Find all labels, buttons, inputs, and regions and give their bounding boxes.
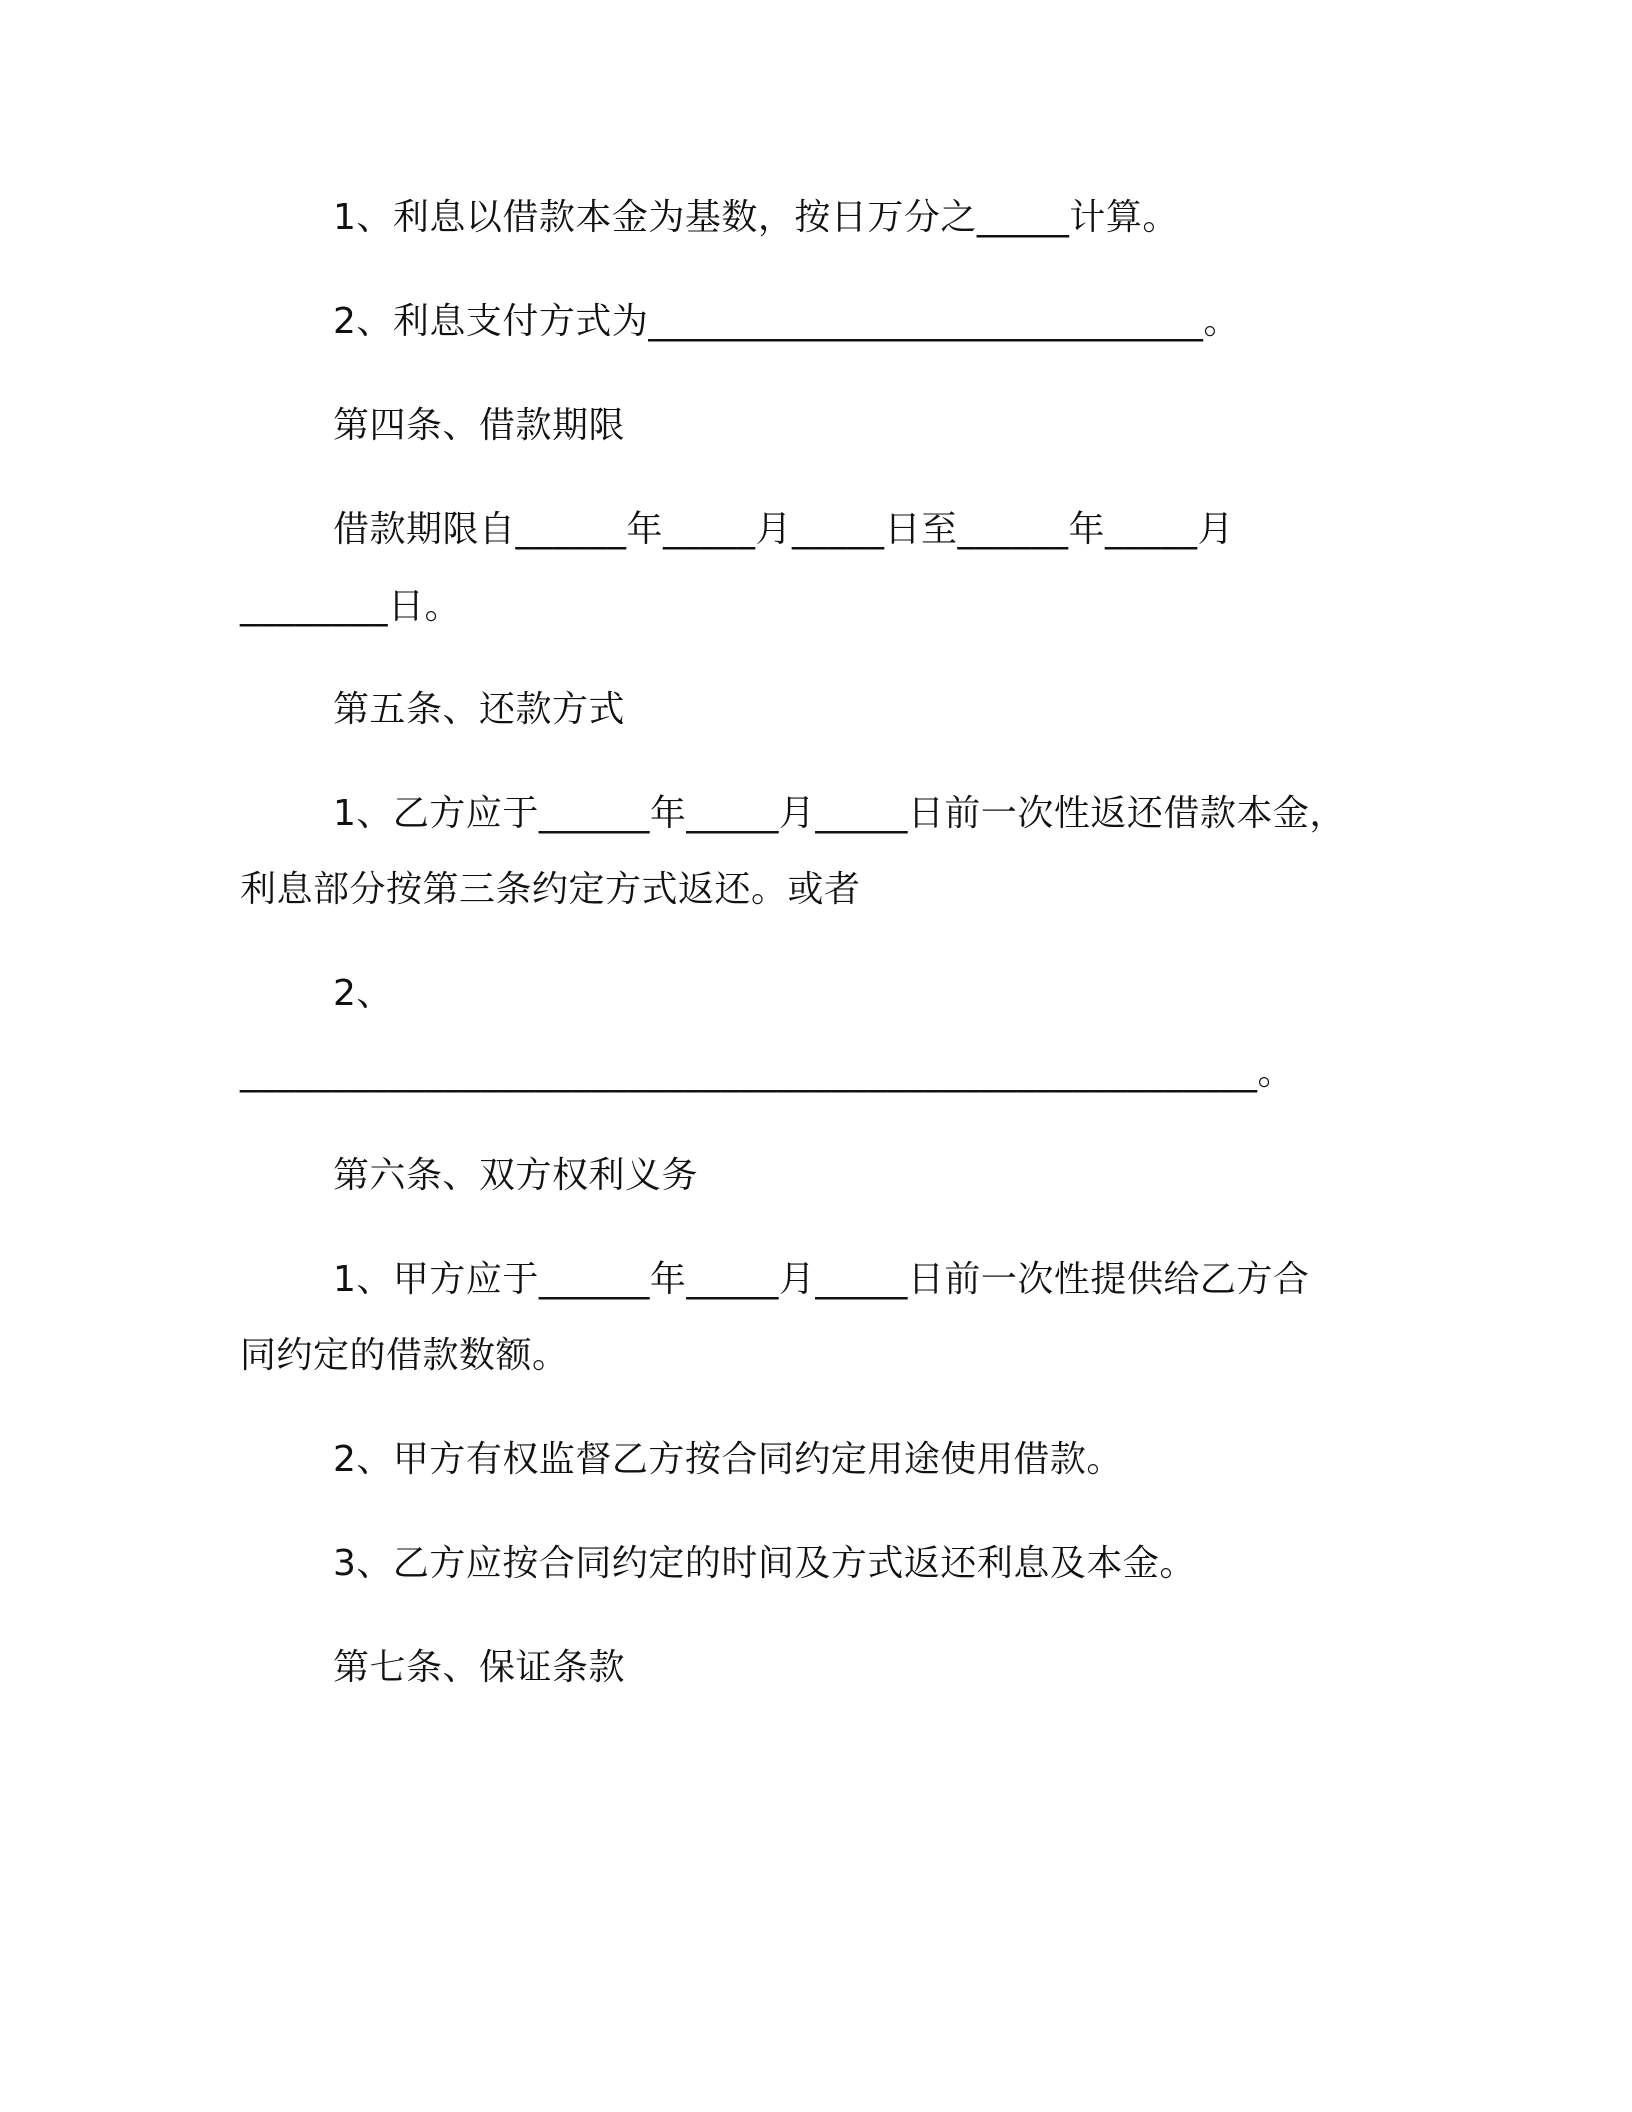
interest-rate-clause: 1、利息以借款本金为基数，按日万分之_____计算。 [333,197,1179,238]
article-7-heading: 第七条、保证条款 [333,1647,626,1688]
obligation-clause-1-line-2: 同约定的借款数额。 [240,1335,569,1376]
article-6-heading: 第六条、双方权利义务 [333,1155,699,1196]
loan-term-line-2: ________日。 [240,586,462,627]
article-4-heading: 第四条、借款期限 [333,405,626,446]
loan-term-line-1: 借款期限自______年_____月_____日至______年_____月 [333,509,1235,550]
repayment-clause-2-number: 2、 [333,973,393,1014]
repayment-clause-1-line-1: 1、乙方应于______年_____月_____日前一次性返还借款本金， [333,793,1346,834]
interest-payment-clause: 2、利息支付方式为______________________________。 [333,301,1240,342]
article-5-heading: 第五条、还款方式 [333,689,626,730]
repayment-clause-2-blank: _______________________________________________________。 [240,1052,1294,1093]
repayment-clause-1-line-2: 利息部分按第三条约定方式返还。或者 [240,869,861,910]
obligation-clause-1-line-1: 1、甲方应于______年_____月_____日前一次性提供给乙方合 [333,1259,1310,1300]
obligation-clause-2: 2、甲方有权监督乙方按合同约定用途使用借款。 [333,1439,1123,1480]
obligation-clause-3: 3、乙方应按合同约定的时间及方式返还利息及本金。 [333,1543,1196,1584]
